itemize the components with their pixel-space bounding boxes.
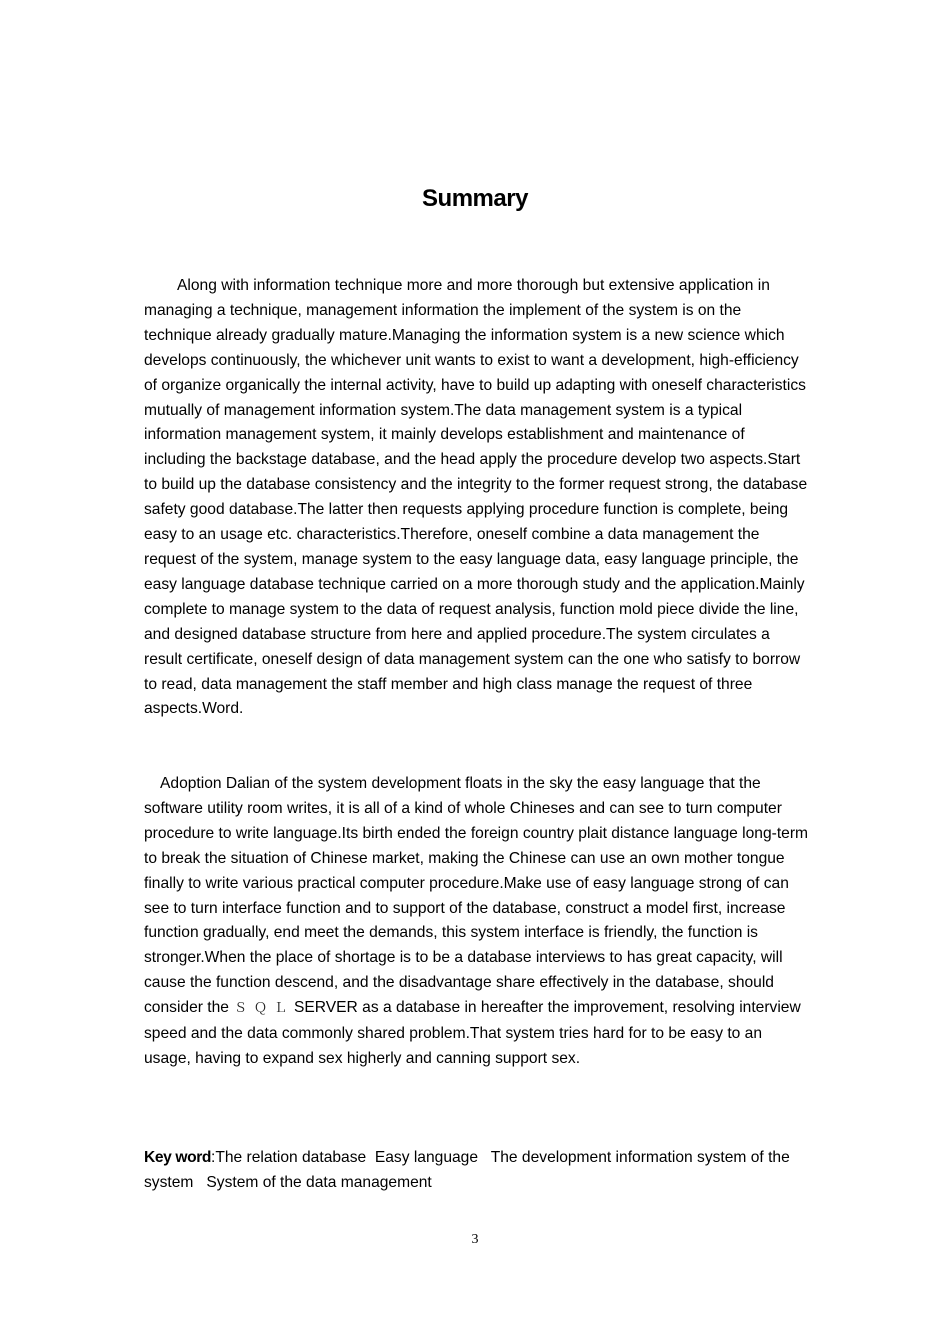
paragraph-2-text-start: Adoption Dalian of the system development floats in the sky the easy language that the software utility room writes, it is all of a kind of whole Chineses and can see to turn computer procedure to write language.Its birth ended the foreign country plait distance language long-term to break the situation of Chinese market, making the Chinese can use an own mother tongue finally to write various practical computer procedure.Make use of easy language strong of can see to turn interface function and to support of the database, construct a model first, increase function gradually, end meet the demands, this system interface is friendly, the function is stronger.When the place of shortage is to be a database interviews to has great capacity, will cause the function descend, and the disadvantage share effectively in the database, should consider the — [144, 775, 809, 1017]
sql-term: ＳＱＬ — [233, 1001, 294, 1017]
keywords-text: :The relation database Easy language The development information system of the system System of the data management — [144, 1149, 795, 1191]
summary-paragraph-1: Along with information technique more and more thorough but extensive application in managing a technique, management information the implement of the system is on the technique already gradually mature.Managing the information system is a new science which develops continuously, the whichever unit wants to exist to want a development, high-efficiency of organize organically the internal activity, have to build up adapting with oneself characteristics mutually of management information system.The data management system is a typical information management system, it mainly develops establishment and maintenance of including the backstage database, and the head apply the procedure develop two aspects.Start to build up the database consistency and the integrity to the former request strong, the database safety good database.The latter then requests applying procedure function is complete, being easy to an usage etc. characteristics.Therefore, oneself combine a data management the request of the system, manage system to the easy language data, easy language principle, the easy language database technique carried on a more thorough study and the application.Mainly complete to manage system to the data of request analysis, function mold piece divide the line, and designed database structure from here and applied procedure.The system circulates a result certificate, oneself design of data management system can the one who satisfy to borrow to read, data management the staff member and high class manage the request of three aspects.Word. — [144, 277, 808, 718]
page-number: 3 — [471, 1232, 479, 1247]
paragraph-2-text-end: SERVER as a database in hereafter the improvement, resolving interview speed and the data commonly shared problem.That system tries hard for to be easy to an usage, having to expand sex higherly and canning support sex. — [144, 999, 801, 1067]
page-title: Summary — [422, 185, 528, 212]
keywords-line — [144, 1146, 810, 1196]
summary-paragraph-2 — [144, 772, 810, 1072]
keywords-label: Key word — [144, 1149, 211, 1166]
